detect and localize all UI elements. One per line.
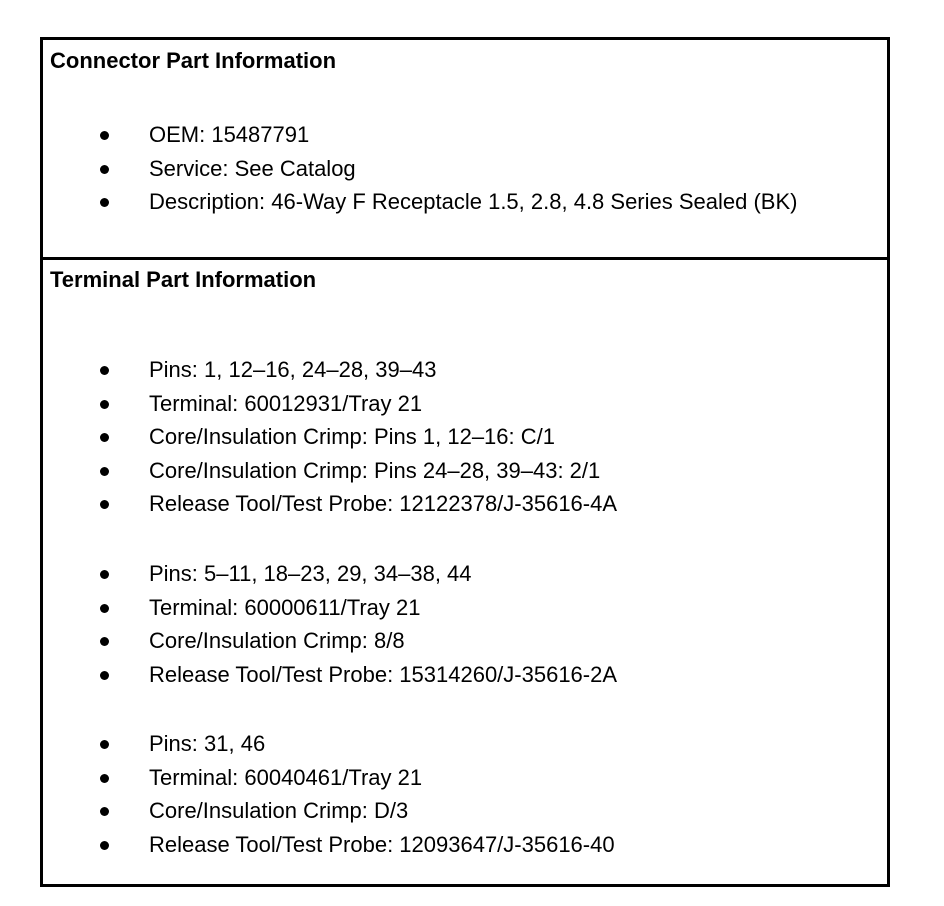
list-item (43, 185, 887, 219)
list-item (43, 152, 887, 186)
bullet-icon (100, 400, 109, 409)
part-info-table (40, 37, 890, 887)
pins-text: Pins: 31, 46 (149, 731, 266, 756)
bullet-icon (100, 570, 109, 579)
terminal-text: Terminal: 60012931/Tray 21 (149, 390, 423, 416)
list-item (43, 727, 887, 761)
pins-text: Pins: 5–11, 18–23, 29, 34–38, 44 (149, 561, 472, 586)
connector-list (43, 118, 887, 219)
list-item (43, 591, 887, 625)
bullet-icon (100, 433, 109, 442)
list-item (43, 828, 887, 862)
list-item (43, 118, 887, 152)
terminal-section (43, 260, 887, 884)
list-item (43, 658, 887, 692)
crimp-text: Core/Insulation Crimp: D/3 (149, 798, 409, 823)
terminal-group-1 (43, 353, 887, 521)
terminal-text: Terminal: 60040461/Tray 21 (149, 764, 423, 790)
bullet-icon (100, 131, 109, 140)
crimp-text: Core/Insulation Crimp: 8/8 (149, 628, 405, 653)
list-item (43, 794, 887, 828)
bullet-icon (100, 841, 109, 850)
list-item (43, 487, 887, 521)
release-tool-text: Release Tool/Test Probe: 12093647/J-35616-40 (149, 831, 615, 857)
bullet-icon (100, 637, 109, 646)
bullet-icon (100, 366, 109, 375)
connector-section (43, 40, 887, 257)
bullet-icon (100, 500, 109, 509)
description-text: Description: 46-Way F Receptacle 1.5, 2.8, 4.8 Series Sealed (BK) (149, 189, 798, 214)
list-item (43, 353, 887, 387)
oem-text: OEM: 15487791 (149, 122, 310, 147)
crimp-text: Core/Insulation Crimp: Pins 24–28, 39–43: 2/1 (149, 457, 601, 483)
bullet-icon (100, 740, 109, 749)
release-tool-text: Release Tool/Test Probe: 15314260/J-35616-2A (149, 661, 618, 687)
terminal-group-2 (43, 557, 887, 691)
bullet-icon (100, 807, 109, 816)
release-tool-text: Release Tool/Test Probe: 12122378/J-35616-4A (149, 491, 618, 516)
terminal-group-3 (43, 727, 887, 861)
connector-heading: Connector Part Information (50, 48, 337, 73)
bullet-icon (100, 604, 109, 613)
list-item (43, 557, 887, 591)
list-item (43, 387, 887, 421)
bullet-icon (100, 198, 109, 207)
crimp-text: Core/Insulation Crimp: Pins 1, 12–16: C/1 (149, 424, 555, 449)
list-item (43, 420, 887, 454)
bullet-icon (100, 165, 109, 174)
list-item (43, 454, 887, 488)
bullet-icon (100, 774, 109, 783)
service-text: Service: See Catalog (149, 155, 356, 181)
pins-text: Pins: 1, 12–16, 24–28, 39–43 (149, 357, 437, 382)
list-item (43, 761, 887, 795)
terminal-text: Terminal: 60000611/Tray 21 (149, 594, 421, 620)
bullet-icon (100, 467, 109, 476)
list-item (43, 624, 887, 658)
terminal-heading: Terminal Part Information (50, 267, 317, 292)
bullet-icon (100, 671, 109, 680)
